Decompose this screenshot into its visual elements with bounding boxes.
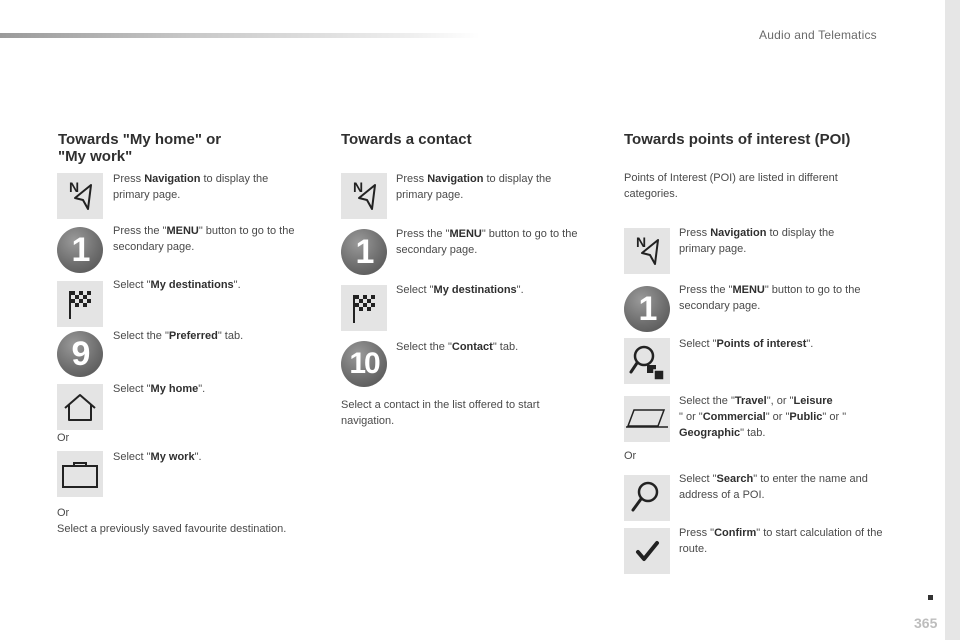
search-tile xyxy=(624,475,670,521)
checkered-flag-icon xyxy=(341,285,387,331)
destinations-tile xyxy=(57,281,103,327)
or-separator: Or xyxy=(57,507,70,519)
navigation-tile xyxy=(341,173,387,219)
destinations-tile xyxy=(341,285,387,331)
step-text: Press the "MENU" button to go to the secondary page. xyxy=(396,228,578,256)
step-text: Select "Search" to enter the name and address of a POI. xyxy=(679,473,868,501)
step-text: Select "Points of interest". xyxy=(679,338,814,350)
step-text: Press Navigation to display the primary page. xyxy=(679,227,835,255)
home-icon xyxy=(57,384,103,430)
step-number-badge: 1 xyxy=(624,286,670,332)
section-title-home-work xyxy=(58,131,221,165)
or-separator: Or xyxy=(57,432,70,444)
header-rule xyxy=(0,33,480,38)
step-number-badge: 9 xyxy=(57,331,103,377)
section-title-line: "My work" xyxy=(58,148,133,165)
step-text: Press the "MENU" button to go to the secondary page. xyxy=(679,284,861,312)
page-number: 365 xyxy=(914,615,938,631)
poi-tile xyxy=(624,338,670,384)
navigation-tile xyxy=(624,228,670,274)
step-text: Select the "Preferred" tab. xyxy=(113,330,244,342)
page-marker xyxy=(928,595,933,600)
step-number-badge: 10 xyxy=(341,341,387,387)
navigation-arrow-icon xyxy=(341,173,387,219)
section-title-line: Towards "My home" or xyxy=(58,131,222,148)
section-intro-text: Points of Interest (POI) are listed in different categories. xyxy=(624,172,838,200)
step-text: Press Navigation to display the primary page. xyxy=(396,173,552,201)
poi-search-icon xyxy=(624,338,670,384)
section-title-poi: Towards points of interest (POI) xyxy=(624,131,851,148)
navigation-arrow-icon xyxy=(624,228,670,274)
step-text: Select the "Travel", or "Leisure " or "Commercial" or "Public" or " Geographic" tab. xyxy=(679,395,847,439)
step-text: Select "My destinations". xyxy=(113,279,241,291)
step-number-badge: 1 xyxy=(57,227,103,273)
or-separator: Or xyxy=(624,450,637,462)
home-tile xyxy=(57,384,103,430)
page-header-title: Audio and Telematics xyxy=(759,28,877,42)
confirm-tile xyxy=(624,528,670,574)
checkered-flag-icon xyxy=(57,281,103,327)
checkmark-icon xyxy=(624,528,670,574)
page-edge-strip xyxy=(945,0,960,640)
step-number-badge: 1 xyxy=(341,229,387,275)
step-text: Select "My home". xyxy=(113,383,206,395)
svg-text:N: N xyxy=(636,234,647,250)
navigation-arrow-icon xyxy=(57,173,103,219)
briefcase-icon xyxy=(57,451,103,497)
section-title-contact: Towards a contact xyxy=(341,131,472,148)
step-text: Press "Confirm" to start calculation of the route. xyxy=(679,527,883,555)
step-text: Select the "Contact" tab. xyxy=(396,341,519,353)
step-text: Press the "MENU" button to go to the secondary page. xyxy=(113,225,295,253)
magnifier-icon xyxy=(624,475,670,521)
svg-text:N: N xyxy=(353,179,364,195)
work-tile xyxy=(57,451,103,497)
step-text: Select "My work". xyxy=(113,451,202,463)
step-text: Select "My destinations". xyxy=(396,284,524,296)
category-tile xyxy=(624,396,670,442)
step-text: Press Navigation to display the primary page. xyxy=(113,173,269,201)
navigation-tile xyxy=(57,173,103,219)
section-footer-text: Select a contact in the list offered to start navigation. xyxy=(341,399,540,427)
svg-text:N: N xyxy=(69,179,80,195)
section-footer-text: Select a previously saved favourite destination. xyxy=(57,523,287,535)
category-tab-icon xyxy=(624,396,670,442)
